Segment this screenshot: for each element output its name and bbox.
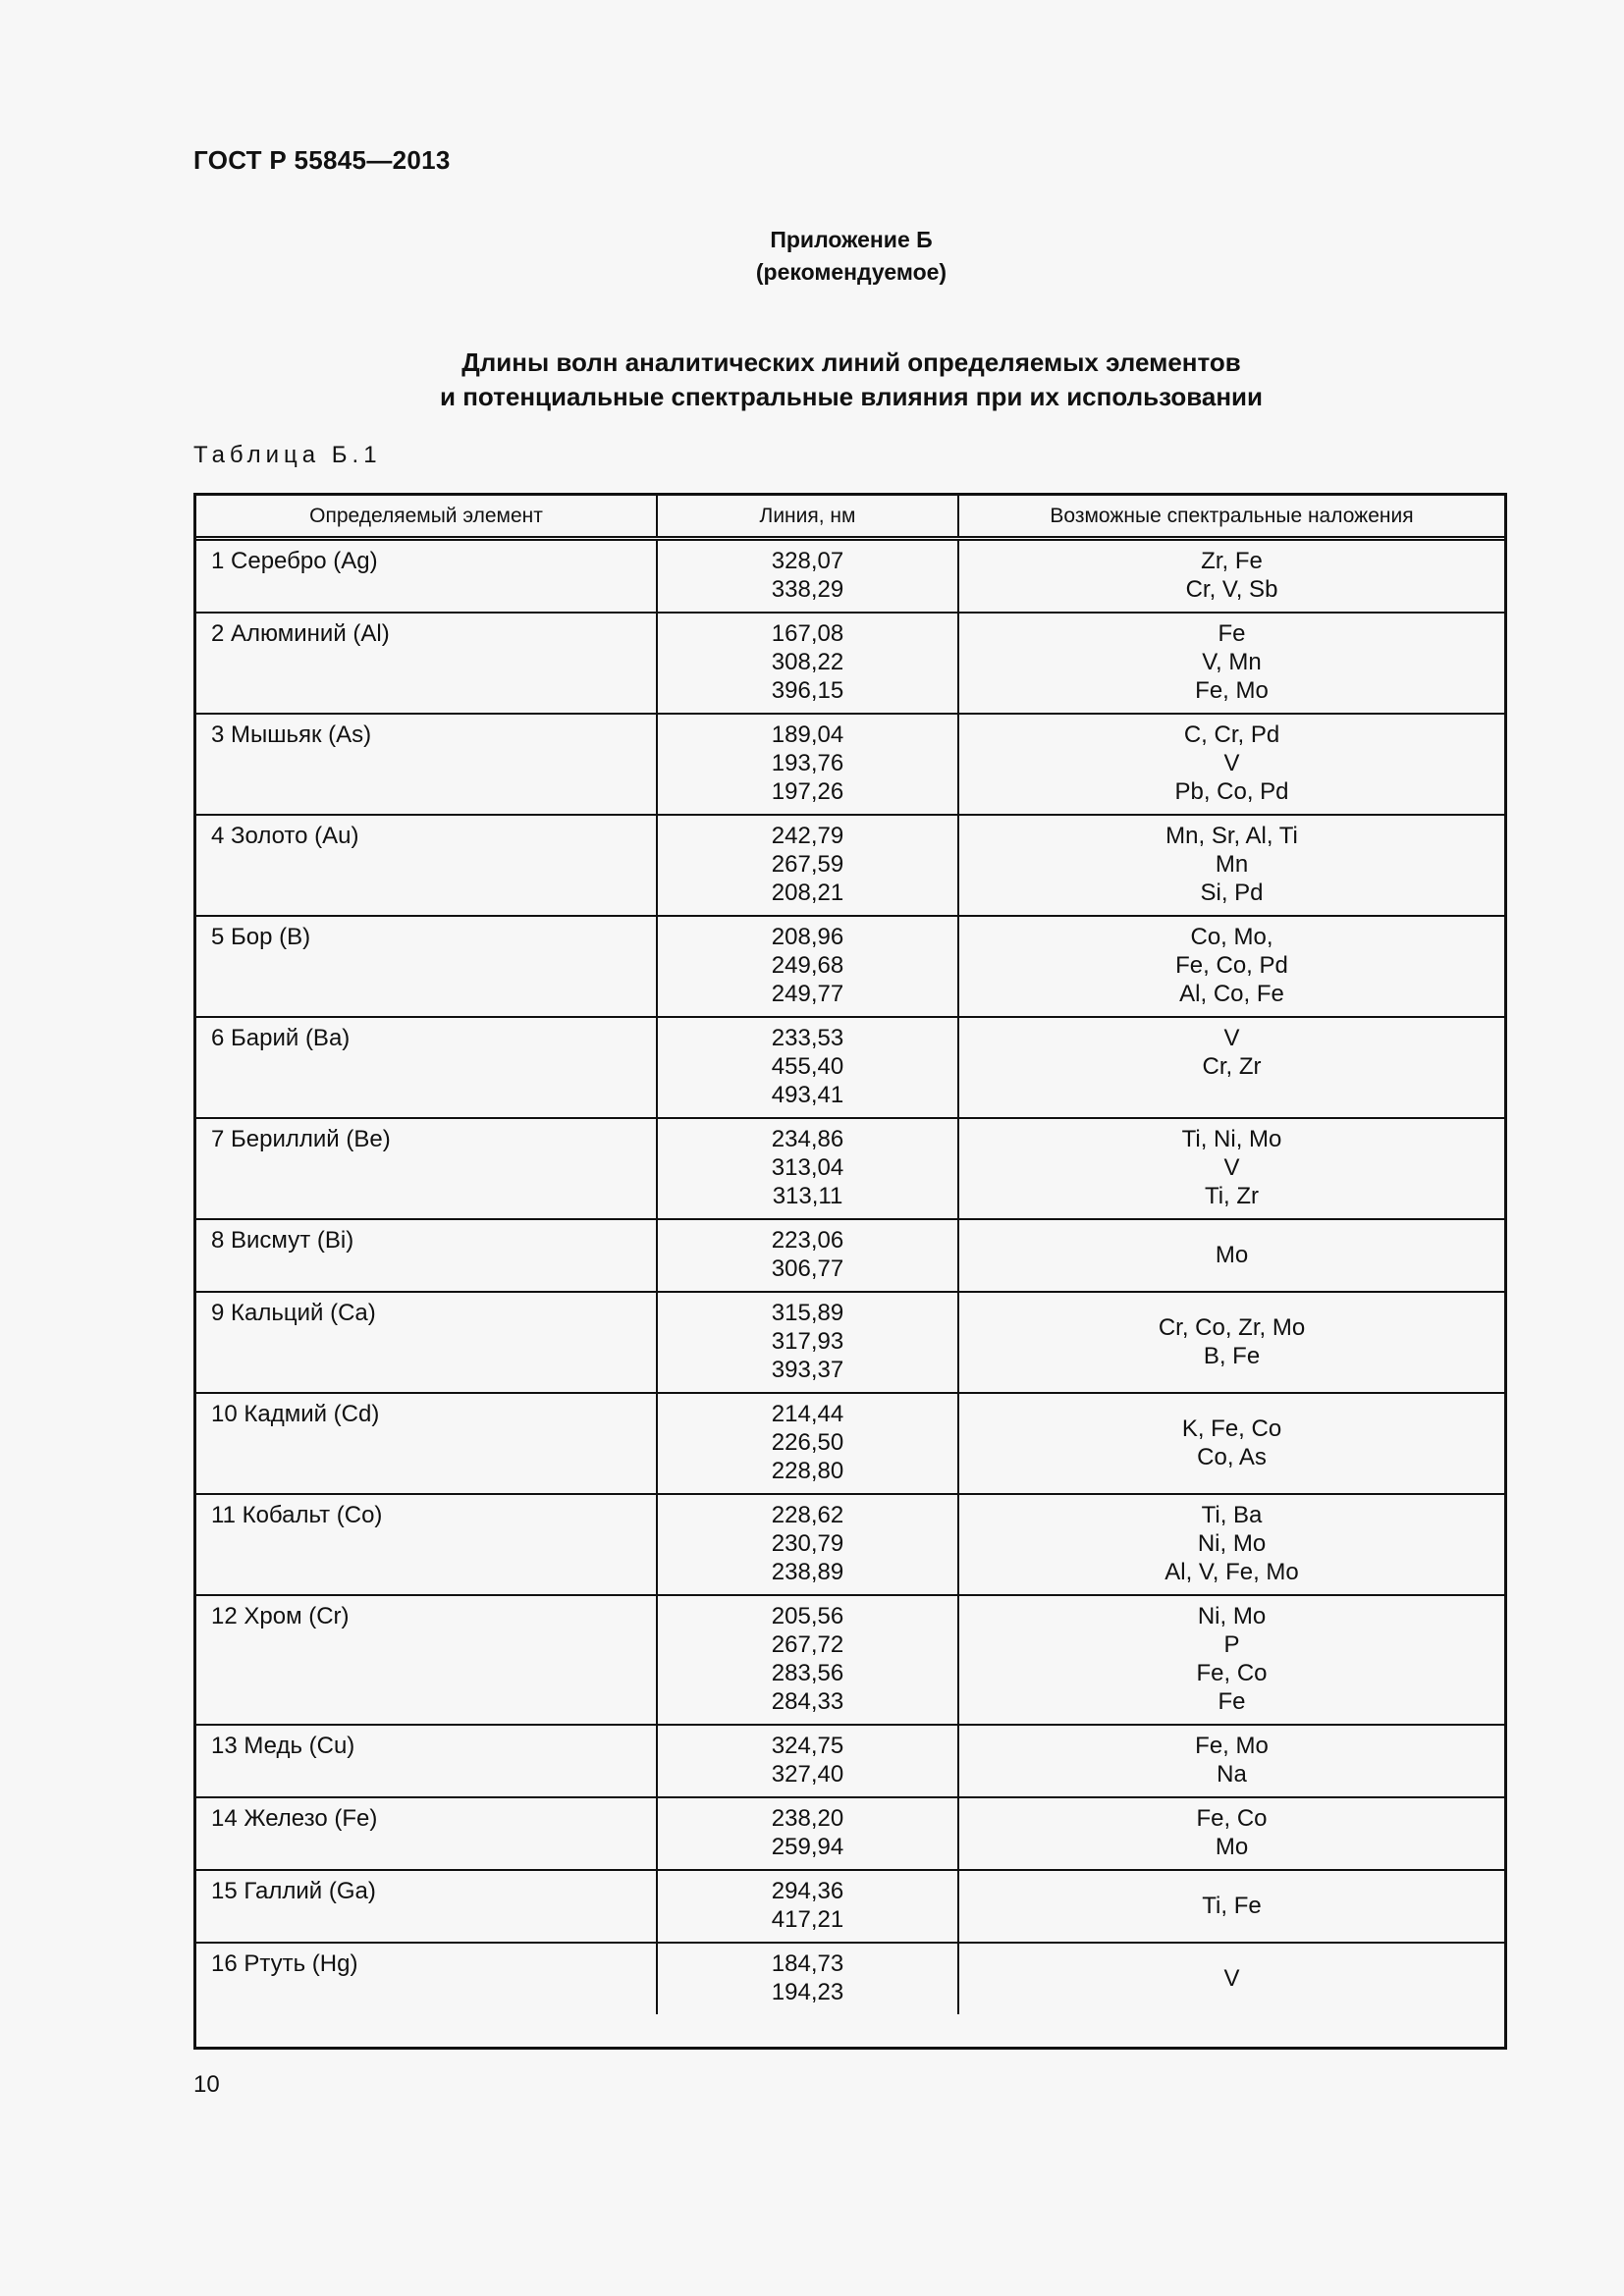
wavelength-value: 327,40 (771, 1761, 844, 1788)
wavelength-value: 167,08 (771, 620, 844, 647)
wavelength-value: 208,96 (771, 924, 844, 950)
wavelength-cell (657, 916, 958, 1017)
wavelength-value: 208,21 (771, 880, 844, 906)
wavelength-value: 259,94 (771, 1834, 844, 1860)
overlap-cell (958, 815, 1504, 916)
overlap-value: Fe, Co (1196, 1805, 1268, 1832)
wavelength-value: 308,22 (771, 649, 844, 675)
overlap-value: V, Mn (1202, 649, 1262, 675)
table-row (196, 1292, 1504, 1393)
page-title-line-1: Длины волн аналитических линий определяемых элементов (461, 347, 1241, 377)
table-row (196, 714, 1504, 815)
wavelength-value: 284,33 (771, 1688, 844, 1715)
page-title-line-2: и потенциальные спектральные влияния при их использовании (439, 382, 1264, 411)
overlap-value: P (1223, 1631, 1240, 1658)
overlap-value: B, Fe (1203, 1342, 1261, 1369)
wavelength-table (196, 496, 1504, 2014)
column-header-element: Определяемый элемент (196, 496, 657, 539)
wavelength-cell (657, 1494, 958, 1595)
wavelength-value: 233,53 (771, 1025, 844, 1051)
wavelength-value: 249,68 (771, 952, 844, 979)
overlap-value: Fe, Mo (1195, 677, 1269, 704)
element-cell: 4 Золото (Au) (196, 815, 657, 916)
element-cell: 6 Барий (Ba) (196, 1017, 657, 1118)
table-row (196, 1870, 1504, 1943)
wavelength-value: 393,37 (771, 1357, 844, 1383)
overlap-value: Ti, Zr (1204, 1183, 1260, 1209)
element-cell: 8 Висмут (Bi) (196, 1219, 657, 1292)
wavelength-table-frame (193, 493, 1507, 2050)
wavelength-value: 313,11 (772, 1183, 843, 1209)
wavelength-value: 249,77 (771, 981, 844, 1007)
element-cell: 16 Ртуть (Hg) (196, 1943, 657, 2014)
wavelength-value: 223,06 (771, 1227, 844, 1254)
wavelength-cell (657, 1870, 958, 1943)
overlap-cell (958, 1943, 1504, 2014)
overlap-value: Mn (1215, 851, 1249, 878)
wavelength-value: 228,62 (771, 1502, 844, 1528)
wavelength-value: 226,50 (771, 1429, 844, 1456)
table-row (196, 1595, 1504, 1725)
wavelength-value: 189,04 (771, 721, 844, 748)
wavelength-cell (657, 1595, 958, 1725)
overlap-value: Na (1217, 1761, 1247, 1788)
overlap-value: Fe (1218, 620, 1246, 647)
wavelength-value: 267,59 (771, 851, 844, 878)
overlap-value: Ni, Mo (1197, 1603, 1267, 1629)
element-cell: 15 Галлий (Ga) (196, 1870, 657, 1943)
overlap-value: Mo (1215, 1834, 1249, 1860)
wavelength-cell (657, 613, 958, 714)
wavelength-value: 455,40 (771, 1053, 844, 1080)
overlap-value: Cr, Co, Zr, Mo (1158, 1313, 1306, 1341)
wavelength-value: 184,73 (771, 1950, 844, 1977)
overlap-value: Co, Mo, (1190, 924, 1273, 950)
overlap-cell (958, 714, 1504, 815)
overlap-cell (958, 539, 1504, 614)
wavelength-cell (657, 1017, 958, 1118)
overlap-value: K, Fe, Co (1181, 1415, 1282, 1442)
wavelength-value: 193,76 (771, 750, 844, 776)
table-row (196, 916, 1504, 1017)
overlap-value: Al, Co, Fe (1179, 981, 1284, 1007)
table-row (196, 1017, 1504, 1118)
overlap-cell (958, 1118, 1504, 1219)
wavelength-cell (657, 815, 958, 916)
overlap-value: Al, V, Fe, Mo (1164, 1559, 1299, 1585)
overlap-value: Zr, Fe (1201, 548, 1263, 574)
overlap-cell (958, 1292, 1504, 1393)
wavelength-cell (657, 1219, 958, 1292)
page-title (0, 346, 1624, 414)
wavelength-cell (657, 1797, 958, 1870)
wavelength-value: 238,20 (771, 1805, 844, 1832)
wavelength-value: 306,77 (771, 1255, 844, 1282)
overlap-value: Si, Pd (1200, 880, 1264, 906)
wavelength-value: 396,15 (771, 677, 844, 704)
overlap-cell (958, 1725, 1504, 1797)
table-row (196, 613, 1504, 714)
appendix-heading (0, 224, 1624, 289)
table-row (196, 1393, 1504, 1494)
overlap-cell (958, 1219, 1504, 1292)
overlap-cell (958, 1797, 1504, 1870)
wavelength-cell (657, 1725, 958, 1797)
table-row (196, 1219, 1504, 1292)
wavelength-value: 294,36 (771, 1878, 844, 1904)
overlap-value: Ti, Fe (1202, 1892, 1262, 1919)
table-row (196, 539, 1504, 614)
overlap-value: V (1223, 750, 1240, 776)
overlap-value: V (1223, 1154, 1240, 1181)
overlap-value: Cr, V, Sb (1185, 576, 1278, 603)
column-header-line: Линия, нм (657, 496, 958, 539)
element-cell: 5 Бор (B) (196, 916, 657, 1017)
element-cell: 3 Мышьяк (As) (196, 714, 657, 815)
overlap-value: Fe, Co (1196, 1660, 1268, 1686)
table-row (196, 1943, 1504, 2014)
wavelength-value: 417,21 (771, 1906, 844, 1933)
overlap-cell (958, 1595, 1504, 1725)
element-cell: 2 Алюминий (Al) (196, 613, 657, 714)
wavelength-value: 197,26 (771, 778, 844, 805)
wavelength-value: 230,79 (771, 1530, 844, 1557)
element-cell: 1 Серебро (Ag) (196, 539, 657, 614)
element-cell: 9 Кальций (Ca) (196, 1292, 657, 1393)
overlap-cell (958, 1017, 1504, 1118)
wavelength-value: 214,44 (771, 1401, 844, 1427)
wavelength-value: 228,80 (771, 1458, 844, 1484)
wavelength-value: 283,56 (771, 1660, 844, 1686)
overlap-value: Fe, Mo (1195, 1733, 1269, 1759)
document-code: ГОСТ Р 55845—2013 (193, 145, 451, 175)
overlap-cell (958, 1870, 1504, 1943)
wavelength-value: 317,93 (771, 1328, 844, 1355)
element-cell: 13 Медь (Cu) (196, 1725, 657, 1797)
wavelength-cell (657, 714, 958, 815)
wavelength-value: 338,29 (771, 576, 844, 603)
overlap-cell (958, 1393, 1504, 1494)
wavelength-value: 328,07 (771, 548, 844, 574)
wavelength-value: 493,41 (771, 1082, 844, 1108)
overlap-cell (958, 916, 1504, 1017)
wavelength-cell (657, 1118, 958, 1219)
wavelength-value: 324,75 (771, 1733, 844, 1759)
overlap-value: C, Cr, Pd (1183, 721, 1280, 748)
table-row (196, 1118, 1504, 1219)
table-row (196, 815, 1504, 916)
wavelength-value: 205,56 (771, 1603, 844, 1629)
overlap-value: V (1223, 1964, 1240, 1992)
wavelength-value: 313,04 (771, 1154, 844, 1181)
appendix-label: Приложение Б (770, 227, 933, 252)
column-header-overlaps: Возможные спектральные наложения (958, 496, 1504, 539)
overlap-value: Pb, Co, Pd (1174, 778, 1289, 805)
overlap-value: Ti, Ba (1201, 1502, 1263, 1528)
wavelength-value: 238,89 (771, 1559, 844, 1585)
wavelength-value: 267,72 (771, 1631, 844, 1658)
table-row (196, 1494, 1504, 1595)
overlap-value: Ti, Ni, Mo (1181, 1126, 1282, 1152)
overlap-value: V (1223, 1025, 1240, 1051)
wavelength-value: 234,86 (771, 1126, 844, 1152)
table-row (196, 1797, 1504, 1870)
wavelength-cell (657, 539, 958, 614)
overlap-value: Co, As (1197, 1443, 1267, 1470)
wavelength-cell (657, 1393, 958, 1494)
wavelength-value: 315,89 (771, 1300, 844, 1326)
element-cell: 7 Бериллий (Be) (196, 1118, 657, 1219)
element-cell: 14 Железо (Fe) (196, 1797, 657, 1870)
wavelength-value: 194,23 (771, 1979, 844, 2005)
wavelength-cell (657, 1292, 958, 1393)
overlap-value: Fe, Co, Pd (1175, 952, 1288, 979)
element-cell: 11 Кобальт (Co) (196, 1494, 657, 1595)
table-body (196, 539, 1504, 2015)
appendix-status: (рекомендуемое) (755, 259, 947, 285)
table-caption: Таблица Б.1 (193, 442, 382, 468)
overlap-value: Mn, Sr, Al, Ti (1165, 823, 1298, 849)
wavelength-cell (657, 1943, 958, 2014)
overlap-cell (958, 613, 1504, 714)
overlap-cell (958, 1494, 1504, 1595)
overlap-value: Mo (1215, 1241, 1249, 1268)
overlap-value: Fe (1218, 1688, 1246, 1715)
page-number: 10 (193, 2071, 220, 2098)
table-header-row (196, 496, 1504, 539)
element-cell: 12 Хром (Cr) (196, 1595, 657, 1725)
element-cell: 10 Кадмий (Cd) (196, 1393, 657, 1494)
wavelength-value: 242,79 (771, 823, 844, 849)
table-row (196, 1725, 1504, 1797)
overlap-value: Cr, Zr (1202, 1053, 1262, 1080)
overlap-value: Ni, Mo (1197, 1530, 1267, 1557)
